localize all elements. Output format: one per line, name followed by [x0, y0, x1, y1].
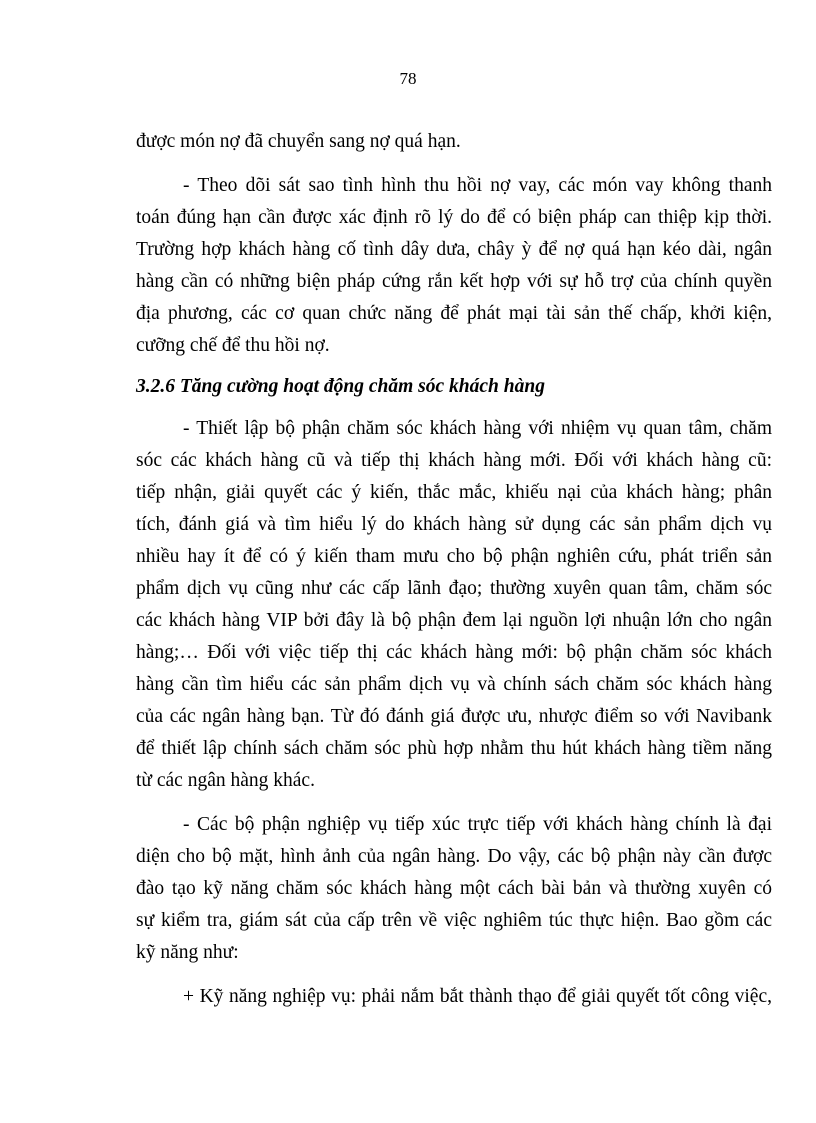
paragraph-line: được món nợ đã chuyển sang nợ quá hạn.	[136, 131, 461, 152]
paragraph-line: từ các ngân hàng khác.	[136, 770, 315, 791]
paragraph-line: hàng cần có những biện pháp cứng rắn kết hợp với sự hỗ trợ của chính quyền	[136, 271, 772, 292]
paragraph-line: nhiều hay ít để có ý kiến tham mưu cho bộ phận nghiên cứu, phát triển sản	[136, 546, 772, 567]
paragraph-line: địa phương, các cơ quan chức năng để phát mại tài sản thế chấp, khởi kiện,	[136, 303, 772, 324]
paragraph-line: - Các bộ phận nghiệp vụ tiếp xúc trực tiếp với khách hàng chính là đại	[183, 814, 772, 835]
paragraph-line: Trường hợp khách hàng cố tình dây dưa, chây ỳ để nợ quá hạn kéo dài, ngân	[136, 239, 772, 260]
paragraph-line: - Theo dõi sát sao tình hình thu hồi nợ vay, các món vay không thanh	[183, 175, 772, 196]
paragraph-line: - Thiết lập bộ phận chăm sóc khách hàng với nhiệm vụ quan tâm, chăm	[183, 418, 772, 439]
paragraph-line: để thiết lập chính sách chăm sóc phù hợp nhằm thu hút khách hàng tiềm năng	[136, 738, 772, 759]
paragraph-line: tích, đánh giá và tìm hiểu lý do khách hàng sử dụng các sản phẩm dịch vụ	[136, 514, 772, 535]
paragraph-line: các khách hàng VIP bởi đây là bộ phận đem lại nguồn lợi nhuận lớn cho ngân	[136, 610, 772, 631]
paragraph-line: phẩm dịch vụ cũng như các cấp lãnh đạo; thường xuyên quan tâm, chăm sóc	[136, 578, 772, 599]
paragraph-line: sóc các khách hàng cũ và tiếp thị khách hàng mới. Đối với khách hàng cũ:	[136, 450, 772, 471]
paragraph-line: + Kỹ năng nghiệp vụ: phải nắm bắt thành thạo để giải quyết tốt công việc,	[183, 986, 772, 1007]
page-number: 78	[399, 69, 417, 88]
section-heading: 3.2.6 Tăng cường hoạt động chăm sóc khách hàng	[136, 376, 545, 397]
paragraph-line: diện cho bộ mặt, hình ảnh của ngân hàng. Do vậy, các bộ phận này cần được	[136, 846, 772, 867]
paragraph-line: hàng;… Đối với việc tiếp thị các khách hàng mới: bộ phận chăm sóc khách	[136, 642, 772, 663]
paragraph-line: cưỡng chế để thu hồi nợ.	[136, 335, 330, 356]
paragraph-line: của các ngân hàng bạn. Từ đó đánh giá được ưu, nhược điểm so với Navibank	[136, 706, 772, 727]
paragraph-line: hàng cần tìm hiểu các sản phẩm dịch vụ và chính sách chăm sóc khách hàng	[136, 674, 772, 695]
paragraph-line: kỹ năng như:	[136, 942, 239, 963]
paragraph-line: sự kiểm tra, giám sát của cấp trên về việc nghiêm túc thực hiện. Bao gồm các	[136, 910, 772, 931]
paragraph-line: toán đúng hạn cần được xác định rõ lý do để có biện pháp can thiệp kịp thời.	[136, 207, 772, 228]
paragraph-line: đào tạo kỹ năng chăm sóc khách hàng một cách bài bản và thường xuyên có	[136, 878, 772, 899]
paragraph-line: tiếp nhận, giải quyết các ý kiến, thắc mắc, khiếu nại của khách hàng; phân	[136, 482, 772, 503]
